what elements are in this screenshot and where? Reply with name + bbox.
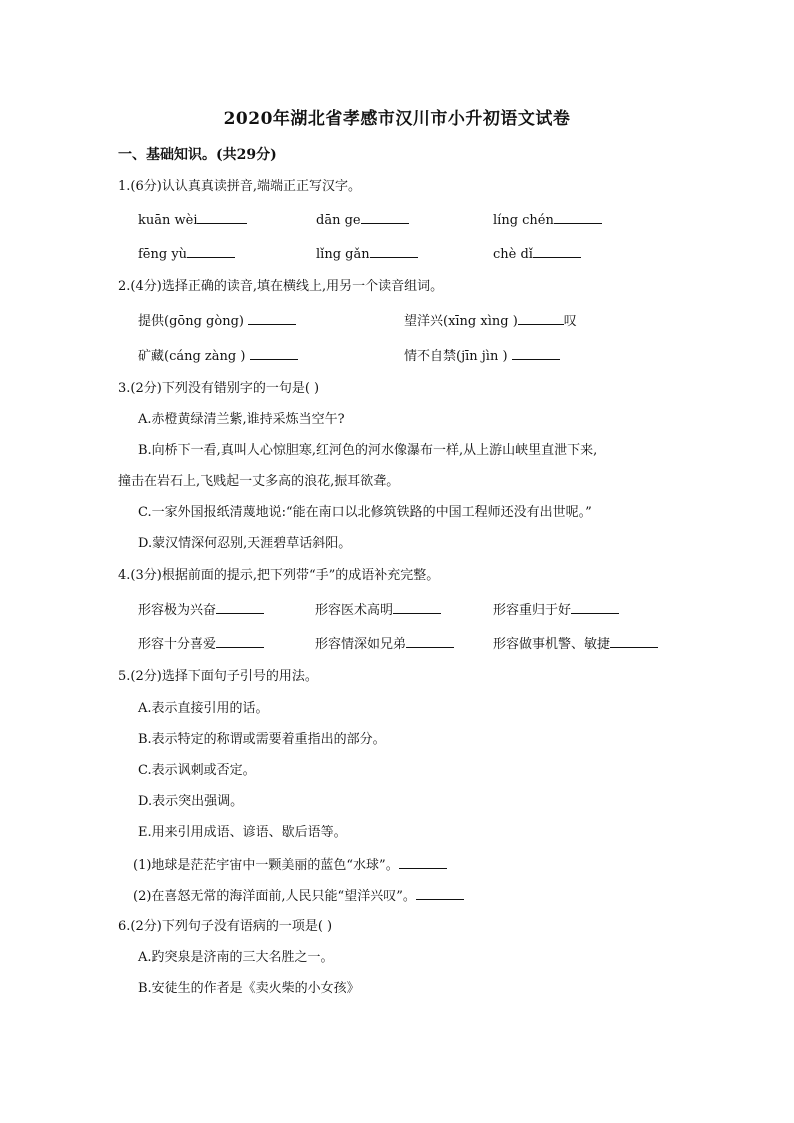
idiom-hint: 形容重归于好 bbox=[493, 603, 572, 618]
question-6-stem: 6.(2分)下列句子没有语病的一项是( ) bbox=[118, 919, 333, 934]
answer-blank[interactable] bbox=[393, 601, 441, 614]
answer-blank[interactable] bbox=[187, 245, 235, 258]
answer-blank[interactable] bbox=[370, 245, 418, 258]
reading-label: 提供(gōng gòng) bbox=[138, 314, 244, 329]
option-b[interactable]: B.安徒生的作者是《卖火柴的小女孩》 bbox=[138, 981, 360, 996]
question-5-stem: 5.(2分)选择下面句子引号的用法。 bbox=[118, 669, 318, 684]
answer-blank[interactable] bbox=[216, 635, 264, 648]
q4-item-6 bbox=[493, 635, 658, 654]
idiom-hint: 形容情深如兄弟 bbox=[315, 637, 407, 652]
q1-item-2 bbox=[316, 211, 409, 230]
idiom-hint: 形容医术高明 bbox=[315, 603, 394, 618]
option-d[interactable]: D.蒙汉情深何忍别,天涯碧草话斜阳。 bbox=[138, 536, 352, 551]
q1-item-5 bbox=[316, 245, 418, 264]
answer-blank[interactable] bbox=[533, 245, 581, 258]
answer-blank[interactable] bbox=[406, 635, 454, 648]
answer-blank[interactable] bbox=[197, 211, 247, 224]
option-a[interactable]: A.赤橙黄绿清兰紫,谁持采炼当空午? bbox=[138, 412, 345, 427]
answer-blank[interactable] bbox=[512, 347, 560, 360]
option-b[interactable]: B.表示特定的称谓或需要着重指出的部分。 bbox=[138, 732, 386, 747]
pinyin-label: chè dǐ bbox=[493, 247, 533, 262]
reading-suffix: 叹 bbox=[563, 314, 577, 329]
q1-item-6 bbox=[493, 245, 581, 264]
idiom-hint: 形容极为兴奋 bbox=[138, 603, 217, 618]
q4-item-1 bbox=[138, 601, 264, 620]
option-e[interactable]: E.用来引用成语、谚语、歇后语等。 bbox=[138, 825, 347, 840]
option-d[interactable]: D.表示突出强调。 bbox=[138, 794, 244, 809]
q4-item-4 bbox=[138, 635, 264, 654]
q2-item-1 bbox=[138, 312, 296, 331]
q4-item-5 bbox=[315, 635, 454, 654]
q1-item-1 bbox=[138, 211, 247, 230]
q1-item-4 bbox=[138, 245, 235, 264]
answer-blank[interactable] bbox=[518, 312, 564, 325]
pinyin-label: fēng yù bbox=[138, 247, 188, 262]
option-c[interactable]: C.表示讽刺或否定。 bbox=[138, 763, 256, 778]
question-1-stem: 1.(6分)认认真真读拼音,端端正正写汉字。 bbox=[118, 179, 361, 194]
option-a[interactable]: A.趵突泉是济南的三大名胜之一。 bbox=[138, 950, 334, 965]
section-heading: 一、基础知识。(共29分) bbox=[118, 147, 277, 163]
question-3-stem: 3.(2分)下列没有错别字的一句是( ) bbox=[118, 381, 320, 396]
answer-blank[interactable] bbox=[554, 211, 602, 224]
answer-blank[interactable] bbox=[361, 211, 409, 224]
answer-blank[interactable] bbox=[399, 856, 447, 869]
q2-item-3 bbox=[138, 347, 298, 366]
page-title: 2020年湖北省孝感市汉川市小升初语文试卷 bbox=[223, 109, 571, 129]
option-b[interactable]: B.向桥下一看,真叫人心惊胆寒,红河色的河水像瀑布一样,从上游山峡里直泄下来, bbox=[138, 443, 598, 458]
q2-item-4 bbox=[404, 347, 560, 366]
q1-item-3 bbox=[493, 211, 602, 230]
answer-blank[interactable] bbox=[250, 347, 298, 360]
pinyin-label: kuān wèi bbox=[138, 213, 198, 228]
idiom-hint: 形容十分喜爱 bbox=[138, 637, 217, 652]
q2-item-2 bbox=[404, 312, 577, 331]
answer-blank[interactable] bbox=[571, 601, 619, 614]
reading-label: 矿藏(cáng zàng ) bbox=[138, 349, 246, 364]
sentence-text: (1)地球是茫茫宇宙中一颗美丽的蓝色“水球”。 bbox=[133, 858, 399, 873]
pinyin-label: líng chén bbox=[493, 213, 554, 228]
option-a[interactable]: A.表示直接引用的话。 bbox=[138, 701, 269, 716]
pinyin-label: dān ge bbox=[316, 213, 361, 228]
q5-sentence-1 bbox=[133, 856, 447, 875]
pinyin-label: lǐng gǎn bbox=[316, 247, 370, 262]
option-c[interactable]: C.一家外国报纸清蔑地说:“能在南口以北修筑铁路的中国工程师还没有出世呢。” bbox=[138, 505, 592, 520]
reading-label: 情不自禁(jīn jìn ) bbox=[404, 349, 508, 364]
answer-blank[interactable] bbox=[248, 312, 296, 325]
question-4-stem: 4.(3分)根据前面的提示,把下列带“手”的成语补充完整。 bbox=[118, 568, 440, 583]
q5-sentence-2 bbox=[133, 887, 464, 906]
idiom-hint: 形容做事机警、敏捷 bbox=[493, 637, 611, 652]
q4-item-2 bbox=[315, 601, 441, 620]
option-b-continued: 撞击在岩石上,飞贱起一丈多高的浪花,振耳欲聋。 bbox=[118, 474, 400, 489]
answer-blank[interactable] bbox=[416, 887, 464, 900]
answer-blank[interactable] bbox=[216, 601, 264, 614]
question-2-stem: 2.(4分)选择正确的读音,填在横线上,用另一个读音组词。 bbox=[118, 279, 444, 294]
q4-item-3 bbox=[493, 601, 619, 620]
answer-blank[interactable] bbox=[610, 635, 658, 648]
reading-label: 望洋兴(xīng xìng ) bbox=[404, 314, 518, 329]
sentence-text: (2)在喜怒无常的海洋面前,人民只能“望洋兴叹”。 bbox=[133, 889, 416, 904]
